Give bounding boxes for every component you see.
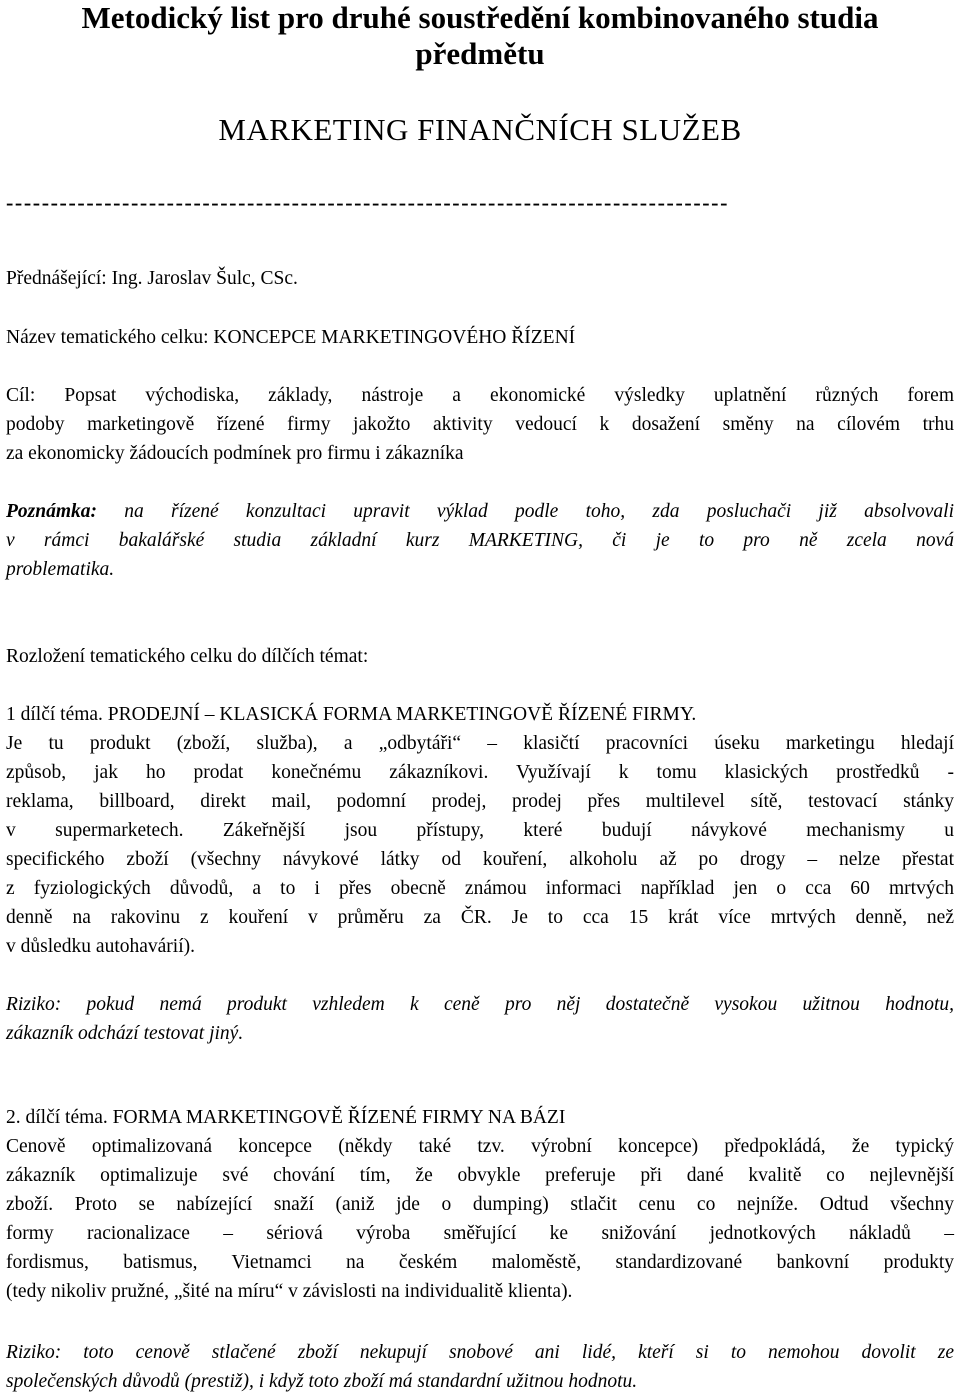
topic-2-risk (6, 1338, 954, 1396)
risk-line: společenských důvodů (prestiž), i když toto zboží má standardní užitnou hodnotu. (6, 1371, 638, 1392)
topic-1-line: v supermarketech. Zákeřnější jsou přístupy, které budují návykové mechanismy u (6, 820, 954, 841)
topic-2-line: fordismus, batismus, Vietnamci na českém maloměstě, standardizované bankovní produkty (6, 1252, 954, 1273)
lecturer-line: Přednášející: Ing. Jaroslav Šulc, CSc. (6, 268, 298, 289)
goal-paragraph (6, 381, 954, 468)
topic-2-line: formy racionalizace – sériová výroba směřující ke snižování jednotkových nákladů – (6, 1223, 954, 1244)
goal-line: za ekonomicky žádoucích podmínek pro firmu i zákazníka (6, 443, 464, 464)
goal-line: Cíl: Popsat východiska, základy, nástroje a ekonomické výsledky uplatnění různých forem (6, 385, 954, 406)
note-text: na řízené konzultaci upravit výklad podle toho, zda posluchači již absolvovali (124, 501, 954, 522)
topic-2-line: zákazník optimalizuje své chování tím, že obvykle preferuje při dané kvalitě co nejlevnější (6, 1165, 954, 1186)
note-paragraph (6, 497, 954, 584)
risk-line: Riziko: pokud nemá produkt vzhledem k ceně pro něj dostatečně vysokou užitnou hodnotu, (6, 994, 954, 1015)
topic-2-heading: 2. dílčí téma. FORMA MARKETINGOVĚ ŘÍZENÉ FIRMY NA BÁZI (6, 1107, 566, 1128)
topic-1-line: Je tu produkt (zboží, služba), a „odbytáři“ – klasičtí pracovníci úseku marketingu hledají (6, 733, 954, 754)
topic-1-line: reklama, billboard, direkt mail, podomní prodej, prodej přes multilevel sítě, testovací stánky (6, 791, 954, 812)
topic-2-paragraph (6, 1132, 954, 1306)
layout-heading: Rozložení tematického celku do dílčích témat: (6, 646, 369, 667)
risk-line: Riziko: toto cenově stlačené zboží nekupují snobové ani lidé, kteří si to nemohou dovolit ze (6, 1342, 954, 1363)
note-line: problematika. (6, 559, 115, 580)
title-line-1: Metodický list pro druhé soustředění kombinovaného studia (81, 0, 879, 35)
topic-2-line: Cenově optimalizovaná koncepce (někdy také tzv. výrobní koncepce) předpokládá, že typický (6, 1136, 954, 1157)
document-title (0, 0, 960, 72)
topic-1-line: způsob, jak ho prodat konečnému zákazníkovi. Využívají k tomu klasických prostředků - (6, 762, 954, 783)
note-label: Poznámka: (6, 501, 98, 522)
topic-1-line: v důsledku autohavárií). (6, 936, 195, 957)
dashed-separator: --------------------------------------------------------------------------------- (6, 190, 730, 215)
topic-1-paragraph (6, 729, 954, 961)
topic-1-risk (6, 990, 954, 1048)
note-line: v rámci bakalářské studia základní kurz MARKETING, či je to pro ně zcela nová (6, 530, 954, 551)
unit-line (6, 323, 954, 352)
unit-label: Název tematického celku: (6, 327, 209, 348)
topic-1-heading: 1 dílčí téma. PRODEJNÍ – KLASICKÁ FORMA MARKETINGOVĚ ŘÍZENÉ FIRMY. (6, 704, 697, 725)
topic-2-line: (tedy nikoliv pružné, „šité na míru“ v závislosti na individualitě klienta). (6, 1281, 573, 1302)
topic-2-line: zboží. Proto se nabízející snaží (aniž jde o dumping) stlačit cenu co nejníže. Odtud všechny (6, 1194, 954, 1215)
subject-title: MARKETING FINANČNÍCH SLUŽEB (218, 112, 742, 147)
topic-1-line: z fyziologických důvodů, a to i přes obecně známou informaci například jen o cca 60 mrtvých (6, 878, 954, 899)
note-line (6, 497, 954, 526)
goal-line: podoby marketingově řízené firmy jakožto aktivity vedoucí k dosažení směny na cílovém trhu (6, 414, 954, 435)
topic-1-line: specifického zboží (všechny návykové látky od kouření, alkoholu až po drogy – nelze přestat (6, 849, 954, 870)
topic-1-line: denně na rakovinu z kouření v průměru za ČR. Je to cca 15 krát více mrtvých denně, než (6, 907, 954, 928)
risk-line: zákazník odchází testovat jiný. (6, 1023, 244, 1044)
title-line-2: předmětu (415, 36, 545, 71)
unit-name: KONCEPCE MARKETINGOVÉHO ŘÍZENÍ (213, 327, 576, 348)
